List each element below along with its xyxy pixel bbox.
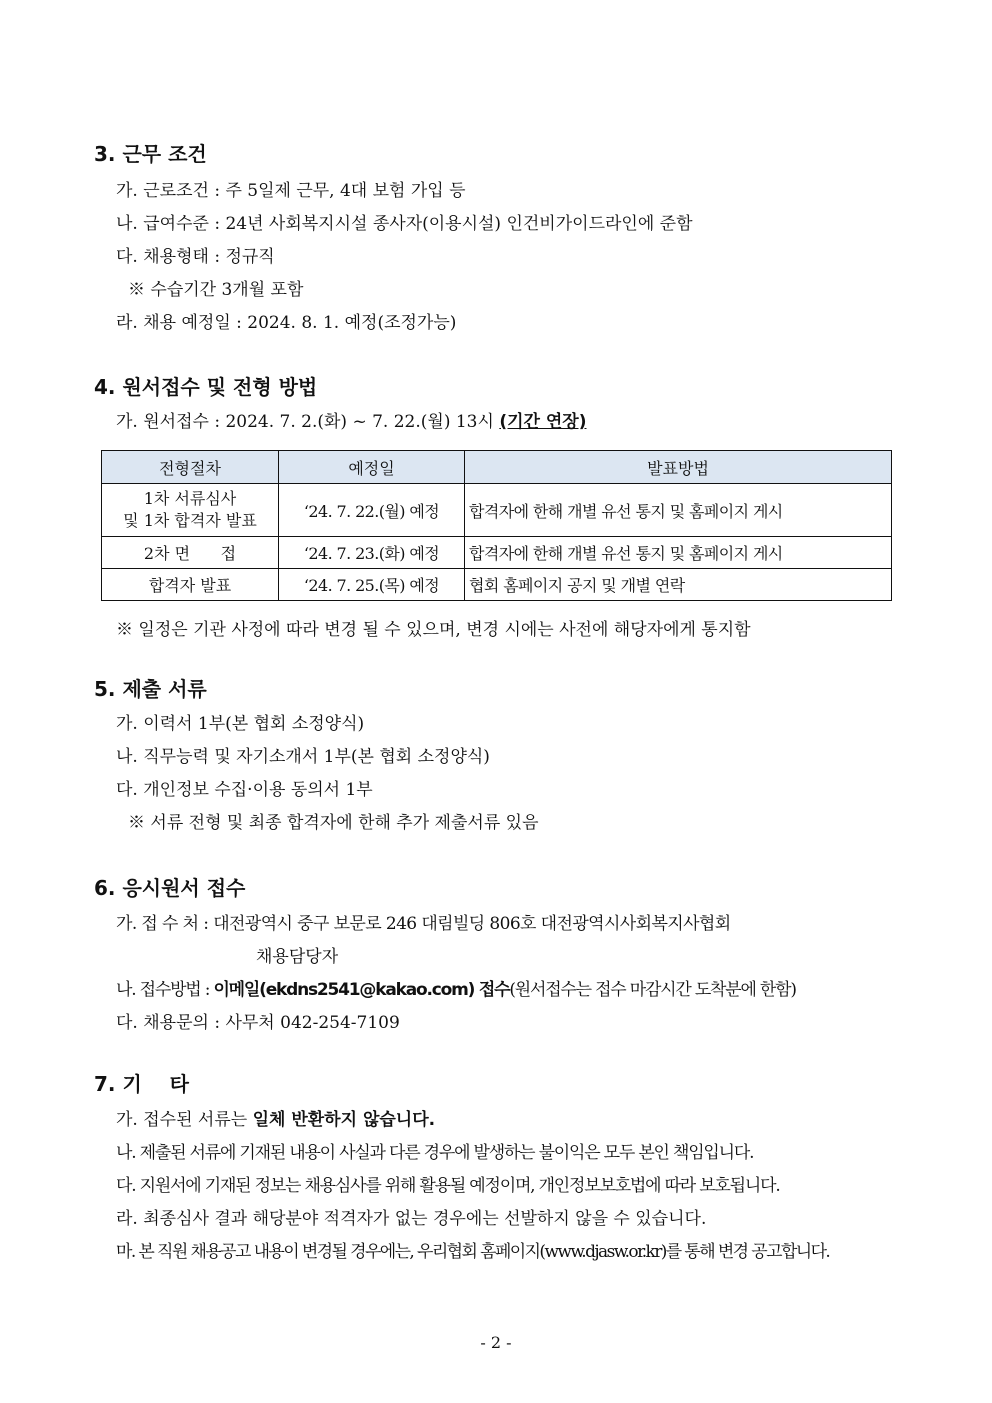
- schedule-note-block: [94, 614, 904, 647]
- schedule-note: ※ 일정은 기관 사정에 따라 변경 될 수 있으며, 변경 시에는 사전에 해당자에게 통지함: [116, 620, 751, 640]
- stage-cell: 합격자 발표: [102, 569, 279, 601]
- salary-line: 나. 급여수준 : 24년 사회복지시설 종사자(이용시설) 인건비가이드라인에 준함: [116, 214, 693, 234]
- employment-type-line: 다. 채용형태 : 정규직: [116, 247, 275, 267]
- date-cell: ‘24. 7. 22.(월) 예정: [279, 484, 465, 537]
- no-return-notice: 일체 반환하지 않습니다.: [252, 1110, 436, 1130]
- submission-method-note: (원서접수는 접수 마감시간 도착분에 한함): [509, 980, 796, 1000]
- page-number: - 2 -: [480, 1333, 512, 1352]
- submission-email: 이메일(ekdns2541@kakao.com) 접수: [213, 980, 510, 1000]
- document-item: 가. 이력서 1부(본 협회 소정양식): [116, 714, 365, 734]
- method-cell: 합격자에 한해 개별 유선 통지 및 홈페이지 게시: [465, 484, 892, 537]
- table-header-row: [102, 451, 892, 484]
- etc-line: 마. 본 직원 채용공고 내용이 변경될 경우에는, 우리협회 홈페이지(www.djasw.or.kr)를 통해 변경 공고합니다.: [116, 1242, 830, 1262]
- table-row: [102, 569, 892, 601]
- section-heading: 7. 기 타: [94, 1072, 189, 1096]
- section-submission: [94, 873, 904, 1040]
- section-etc: [94, 1069, 904, 1269]
- submission-place-line: 가. 접 수 처 : 대전광역시 중구 보문로 246 대림빌딩 806호 대전광역시사회복지사협회: [116, 914, 731, 934]
- section-heading: 4. 원서접수 및 전형 방법: [94, 375, 318, 399]
- date-cell: ‘24. 7. 25.(목) 예정: [279, 569, 465, 601]
- etc-line: [94, 1104, 904, 1137]
- probation-note: ※ 수습기간 3개월 포함: [128, 280, 304, 300]
- method-cell: 합격자에 한해 개별 유선 통지 및 홈페이지 게시: [465, 537, 892, 569]
- table-row: [102, 484, 892, 537]
- etc-line-text: 가. 접수된 서류는: [116, 1110, 253, 1130]
- header-stage: 전형절차: [102, 451, 279, 484]
- date-cell: ‘24. 7. 23.(화) 예정: [279, 537, 465, 569]
- etc-line: 라. 최종심사 결과 해당분야 적격자가 없는 경우에는 선발하지 않을 수 있습니다.: [116, 1209, 707, 1229]
- etc-line: 다. 지원서에 기재된 정보는 채용심사를 위해 활용될 예정이며, 개인정보보호법에 따라 보호됩니다.: [116, 1176, 780, 1196]
- schedule-table: [101, 450, 892, 601]
- documents-note: ※ 서류 전형 및 최종 합격자에 한해 추가 제출서류 있음: [128, 813, 539, 833]
- document-item: 다. 개인정보 수집·이용 동의서 1부: [116, 780, 373, 800]
- submission-method-line: [94, 974, 904, 1007]
- submission-place-cont: 채용담당자: [256, 947, 339, 967]
- method-cell: 협회 홈페이지 공지 및 개별 연락: [465, 569, 892, 601]
- section-documents: [94, 674, 904, 840]
- inquiry-line: 다. 채용문의 : 사무처 042-254-7109: [116, 1013, 400, 1033]
- header-method: 발표방법: [465, 451, 892, 484]
- section-heading: 3. 근무 조건: [94, 142, 207, 166]
- stage-text-2: 및 1차 합격자 발표: [123, 511, 257, 530]
- document-item: 나. 직무능력 및 자기소개서 1부(본 협회 소정양식): [116, 747, 490, 767]
- section-heading: 6. 응시원서 접수: [94, 876, 246, 900]
- section-heading: 5. 제출 서류: [94, 677, 207, 701]
- submission-method-label: 나. 접수방법 :: [116, 980, 214, 1000]
- period-extended-label: (기간 연장): [499, 412, 587, 432]
- start-date-line: 라. 채용 예정일 : 2024. 8. 1. 예정(조정가능): [116, 313, 457, 333]
- application-period-text: 가. 원서접수 : 2024. 7. 2.(화) ~ 7. 22.(월) 13시: [116, 412, 500, 432]
- section-application-process: [94, 372, 904, 439]
- stage-cell: 2차 면 접: [102, 537, 279, 569]
- stage-cell: [102, 484, 279, 537]
- stage-text: 1차 서류심사: [143, 489, 237, 508]
- section-work-conditions: [94, 139, 904, 340]
- header-date: 예정일: [279, 451, 465, 484]
- work-condition-line: 가. 근로조건 : 주 5일제 근무, 4대 보험 가입 등: [116, 181, 466, 201]
- table-row: [102, 537, 892, 569]
- application-period-line: [94, 406, 904, 439]
- etc-line: 나. 제출된 서류에 기재된 내용이 사실과 다른 경우에 발생하는 불이익은 모두 본인 책임입니다.: [116, 1143, 754, 1163]
